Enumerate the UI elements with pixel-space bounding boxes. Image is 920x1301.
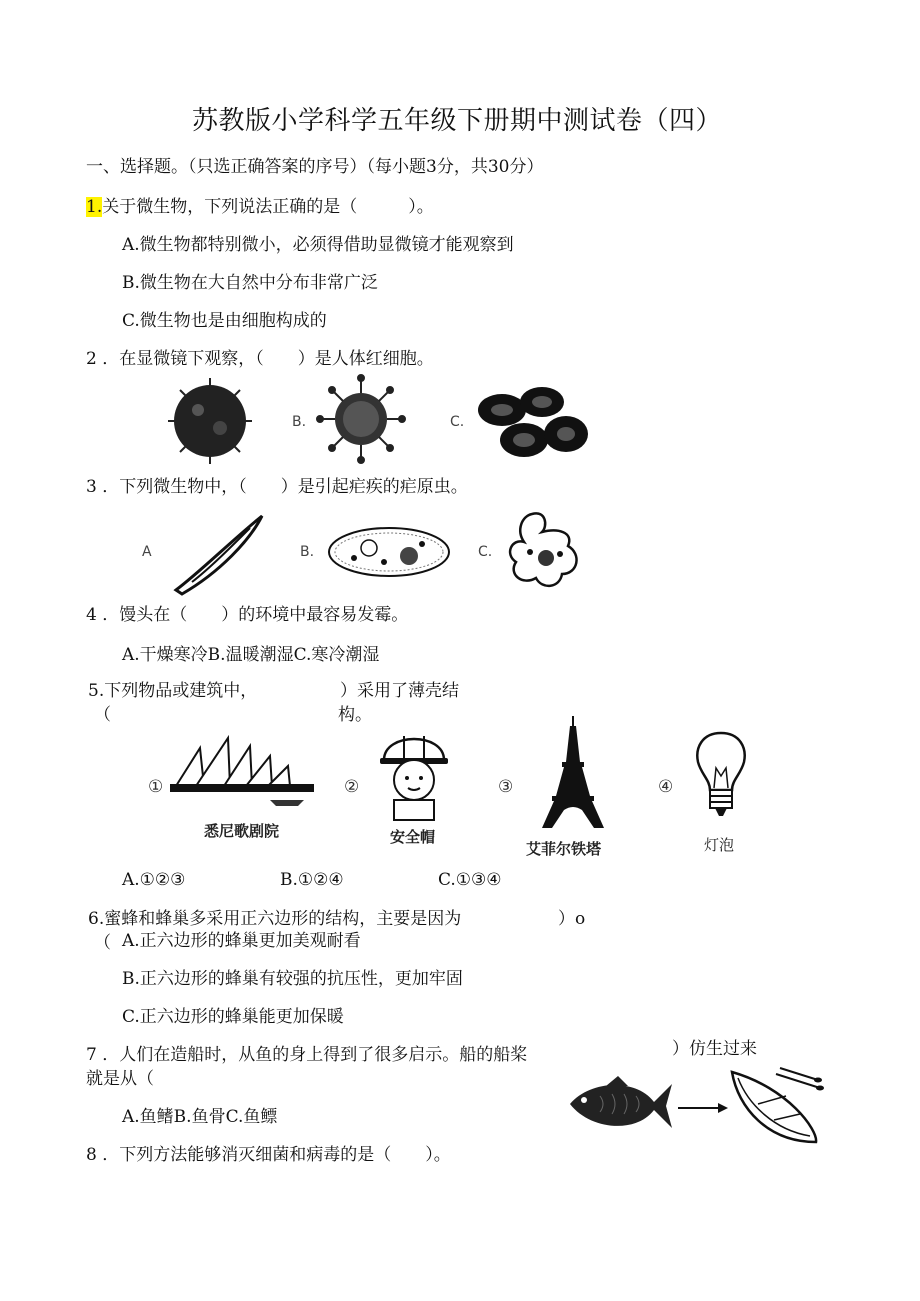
question-3-stem: 3 ．下列微生物中，（ ）是引起疟疾的疟原虫。 (86, 477, 468, 497)
question-5-stem-a: 5.下列物品或建筑中， (88, 681, 258, 701)
question-6-paren: （ (94, 933, 111, 953)
fish-image (566, 1074, 676, 1136)
question-2-stem: 2 ．在显微镜下观察，（ ）是人体红细胞。 (86, 349, 434, 369)
q5-caption-4: 灯泡 (704, 836, 735, 854)
q3-label-b: B. (300, 544, 315, 560)
question-5-stem-d: 构。 (338, 705, 372, 725)
q5-mark-1: ① (148, 777, 164, 797)
question-4-stem: 4 ．馒头在（ ）的环境中最容易发霉。 (86, 605, 409, 625)
question-1-number: 1. (86, 197, 103, 217)
q5-mark-3: ③ (498, 777, 514, 797)
question-5-stem-c: （ (94, 705, 111, 725)
q3-label-c: C. (478, 544, 493, 560)
question-5-option-a: A.①②③ (122, 870, 186, 890)
question-6-option-a: A.正六边形的蜂巢更加美观耐看 (122, 931, 361, 951)
red-blood-cells-image (472, 376, 592, 468)
virus-image-a (160, 376, 260, 466)
q3-label-a: A (142, 544, 152, 560)
paramecium-image (324, 522, 454, 582)
q2-label-c: C. (450, 414, 465, 430)
question-7-stem-a: 7 ．人们在造船时，从鱼的身上得到了很多启示。船的船桨 (86, 1045, 528, 1065)
question-8-stem: 8 ．下列方法能够消灭细菌和病毒的是（ ）。 (86, 1145, 451, 1165)
q5-mark-4: ④ (658, 777, 674, 797)
opera-house-image (170, 734, 314, 812)
question-7-stem-c: 就是从（ (86, 1069, 154, 1089)
arrow-icon (678, 1100, 728, 1116)
canoe-image (728, 1064, 824, 1146)
q5-caption-3: 艾菲尔铁塔 (526, 840, 602, 858)
safety-helmet-image (376, 722, 452, 822)
eiffel-tower-image (538, 716, 608, 830)
question-6-option-b: B.正六边形的蜂巢有较强的抗压性，更加牢固 (122, 969, 463, 989)
question-5-stem-b: ）采用了薄壳结 (340, 681, 459, 701)
question-4-options: A.干燥寒冷B.温暖潮湿C.寒冷潮湿 (122, 645, 380, 665)
q5-mark-2: ② (344, 777, 360, 797)
amoeba-image (502, 508, 586, 592)
question-1 (86, 192, 434, 217)
question-6-option-c: C.正六边形的蜂巢能更加保暖 (122, 1007, 344, 1027)
virus-image-b (316, 374, 406, 464)
question-6-stem-b: ）o (558, 909, 586, 929)
question-5-option-b: B.①②④ (280, 870, 344, 890)
question-7-options: A.鱼鳍B.鱼骨C.鱼鳔 (122, 1107, 278, 1127)
question-1-option-a: A.微生物都特别微小，必须得借助显微镜才能观察到 (122, 235, 514, 255)
question-1-option-c: C.微生物也是由细胞构成的 (122, 311, 327, 331)
question-5-option-c: C.①③④ (438, 870, 502, 890)
question-1-stem: 关于微生物，下列说法正确的是（ ）。 (102, 197, 434, 217)
question-7-stem-b: ）仿生过来 (672, 1039, 757, 1059)
q5-caption-2: 安全帽 (390, 828, 436, 846)
light-bulb-image (692, 730, 750, 820)
euglena-image (170, 512, 270, 596)
q5-caption-1: 悉尼歌剧院 (204, 822, 280, 840)
page-title: 苏教版小学科学五年级下册期中测试卷（四） (192, 106, 723, 136)
q2-label-b: B. (292, 414, 307, 430)
section-heading: 一、选择题。（只选正确答案的序号）（每小题3分，共30分） (86, 157, 544, 177)
question-1-option-b: B.微生物在大自然中分布非常广泛 (122, 273, 378, 293)
question-6-stem-a: 6.蜜蜂和蜂巢多采用正六边形的结构，主要是因为 (88, 909, 462, 929)
